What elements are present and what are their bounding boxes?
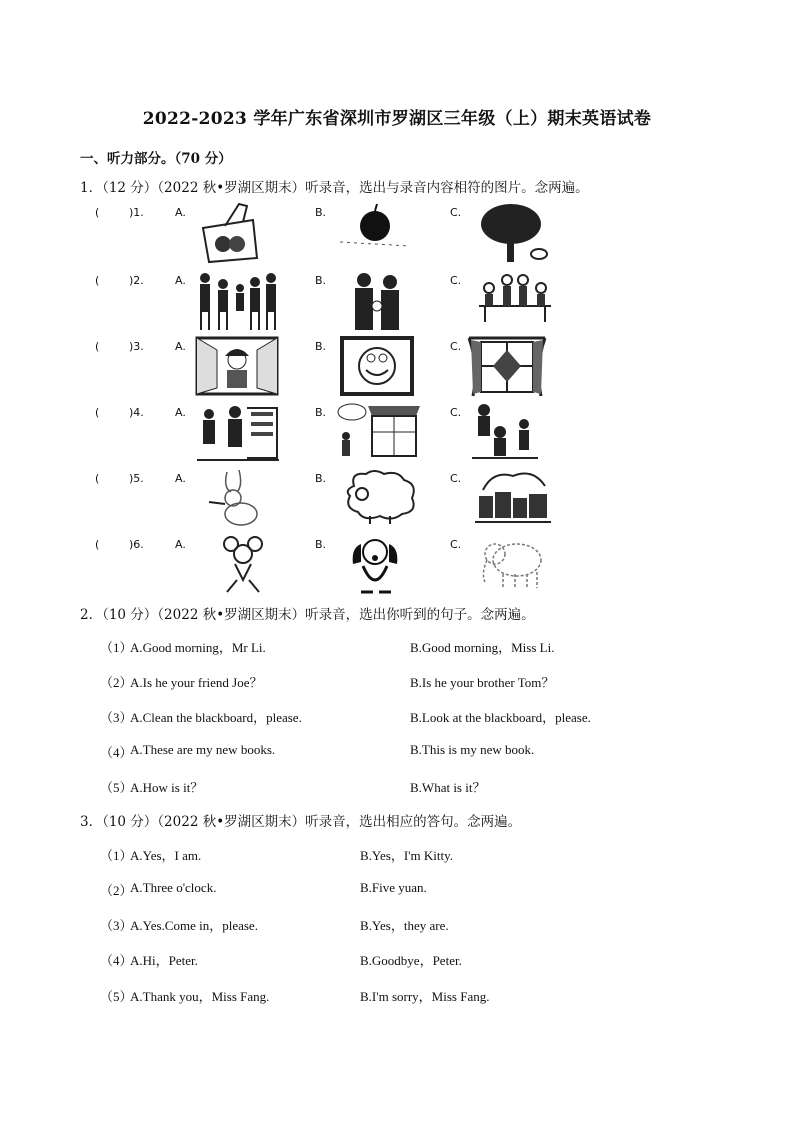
tote-bag-with-apples-icon[interactable] (195, 202, 265, 264)
option-label-a: A. (175, 406, 186, 419)
page-title: 2022-2023 学年广东省深圳市罗湖区三年级（上）期末英语试卷 (142, 109, 652, 129)
question-2-prompt: 2．（10 分）（2022 秋•罗湖区期末）听录音，选出你听到的句子。念两遍。 (80, 607, 535, 623)
row-number: )6. (129, 538, 144, 551)
option-label-a: A. (175, 538, 186, 551)
option-a[interactable]: A.Is he your friend Joe？ (130, 675, 263, 690)
clothes-shop-icon[interactable] (195, 402, 280, 462)
option-b[interactable]: B.Look at the blackboard，please. (410, 710, 591, 725)
picture-row-6 (95, 534, 565, 594)
item-number: （2） (100, 883, 133, 898)
option-b[interactable]: B.Good morning，Miss Li. (410, 640, 555, 655)
option-label-b: B. (315, 472, 327, 485)
option-label-b: B. (315, 206, 327, 219)
item-number: （4） (100, 745, 133, 760)
option-label-a: A. (175, 340, 186, 353)
option-label-a: A. (175, 206, 186, 219)
option-label-b: B. (315, 274, 327, 287)
option-label-b: B. (315, 406, 327, 419)
window-with-curtains-icon[interactable] (467, 336, 547, 398)
answer-blank[interactable]: ( (95, 406, 100, 419)
option-a[interactable]: A.Yes，I am. (130, 848, 202, 863)
option-label-c: C. (450, 206, 462, 219)
answer-blank[interactable]: ( (95, 538, 100, 551)
row-number: )1. (129, 206, 144, 219)
option-b[interactable]: B.This is my new book. (410, 742, 535, 757)
apple-icon[interactable] (330, 202, 420, 252)
sheep-icon[interactable] (340, 468, 420, 526)
item-number: （5） (100, 989, 133, 1004)
family-vendor-icon[interactable] (470, 402, 540, 460)
picture-row-3 (95, 336, 565, 396)
option-b[interactable]: B.Five yuan. (360, 880, 427, 895)
option-label-c: C. (450, 406, 462, 419)
option-a[interactable]: A.Good morning，Mr Li. (130, 640, 266, 655)
section-heading: 一、听力部分。（70 分） (80, 151, 232, 167)
item-number: （3） (100, 710, 133, 725)
rabbit-icon[interactable] (205, 468, 270, 530)
item-number: （5） (100, 780, 133, 795)
answer-blank[interactable]: ( (95, 206, 100, 219)
option-b[interactable]: B.Yes，I'm Kitty. (360, 848, 453, 863)
question-3-prompt: 3．（10 分）（2022 秋•罗湖区期末）听录音，选出相应的答句。念两遍。 (80, 814, 522, 830)
girl-at-window-icon[interactable] (195, 336, 280, 398)
option-b[interactable]: B.I'm sorry，Miss Fang. (360, 989, 490, 1004)
item-number: （1） (100, 640, 133, 655)
answer-blank[interactable]: ( (95, 274, 100, 287)
option-b[interactable]: B.Is he your brother Tom？ (410, 675, 555, 690)
option-label-c: C. (450, 340, 462, 353)
option-a[interactable]: A.Hi，Peter. (130, 953, 198, 968)
family-at-table-icon[interactable] (475, 270, 555, 328)
option-a[interactable]: A.Thank you，Miss Fang. (130, 989, 270, 1004)
option-a[interactable]: A.Yes.Come in，please. (130, 918, 258, 933)
row-number: )5. (129, 472, 144, 485)
picture-row-4 (95, 402, 565, 462)
mouse-icon[interactable] (213, 534, 273, 596)
option-label-c: C. (450, 472, 462, 485)
elephant-icon[interactable] (475, 534, 550, 592)
row-number: )4. (129, 406, 144, 419)
row-number: )2. (129, 274, 144, 287)
dog-icon[interactable] (345, 534, 405, 596)
doraemon-picture-icon[interactable] (340, 336, 415, 396)
option-label-b: B. (315, 538, 327, 551)
option-label-c: C. (450, 538, 462, 551)
answer-blank[interactable]: ( (95, 340, 100, 353)
option-b[interactable]: B.Yes，they are. (360, 918, 449, 933)
option-a[interactable]: A.These are my new books. (130, 742, 276, 757)
option-b[interactable]: B.Goodbye，Peter. (360, 953, 462, 968)
option-label-a: A. (175, 472, 186, 485)
apple-tree-icon[interactable] (475, 202, 555, 264)
animal-group-icon[interactable] (473, 468, 553, 526)
item-number: （2） (100, 675, 133, 690)
market-stall-icon[interactable] (332, 402, 422, 460)
picture-row-5 (95, 468, 565, 528)
option-a[interactable]: A.Three o'clock. (130, 880, 217, 895)
item-number: （3） (100, 918, 133, 933)
large-family-icon[interactable] (195, 270, 280, 332)
question-1-prompt: 1．（12 分）（2022 秋•罗湖区期末）听录音，选出与录音内容相符的图片。念两遍。 (80, 180, 589, 196)
option-label-a: A. (175, 274, 186, 287)
picture-row-2 (95, 270, 565, 330)
option-label-c: C. (450, 274, 462, 287)
picture-row-1 (95, 202, 565, 262)
item-number: （4） (100, 953, 133, 968)
answer-blank[interactable]: ( (95, 472, 100, 485)
item-number: （1） (100, 848, 133, 863)
row-number: )3. (129, 340, 144, 353)
option-a[interactable]: A.How is it？ (130, 780, 204, 795)
parents-with-child-icon[interactable] (350, 270, 405, 332)
option-label-b: B. (315, 340, 327, 353)
option-b[interactable]: B.What is it？ (410, 780, 486, 795)
option-a[interactable]: A.Clean the blackboard，please. (130, 710, 302, 725)
